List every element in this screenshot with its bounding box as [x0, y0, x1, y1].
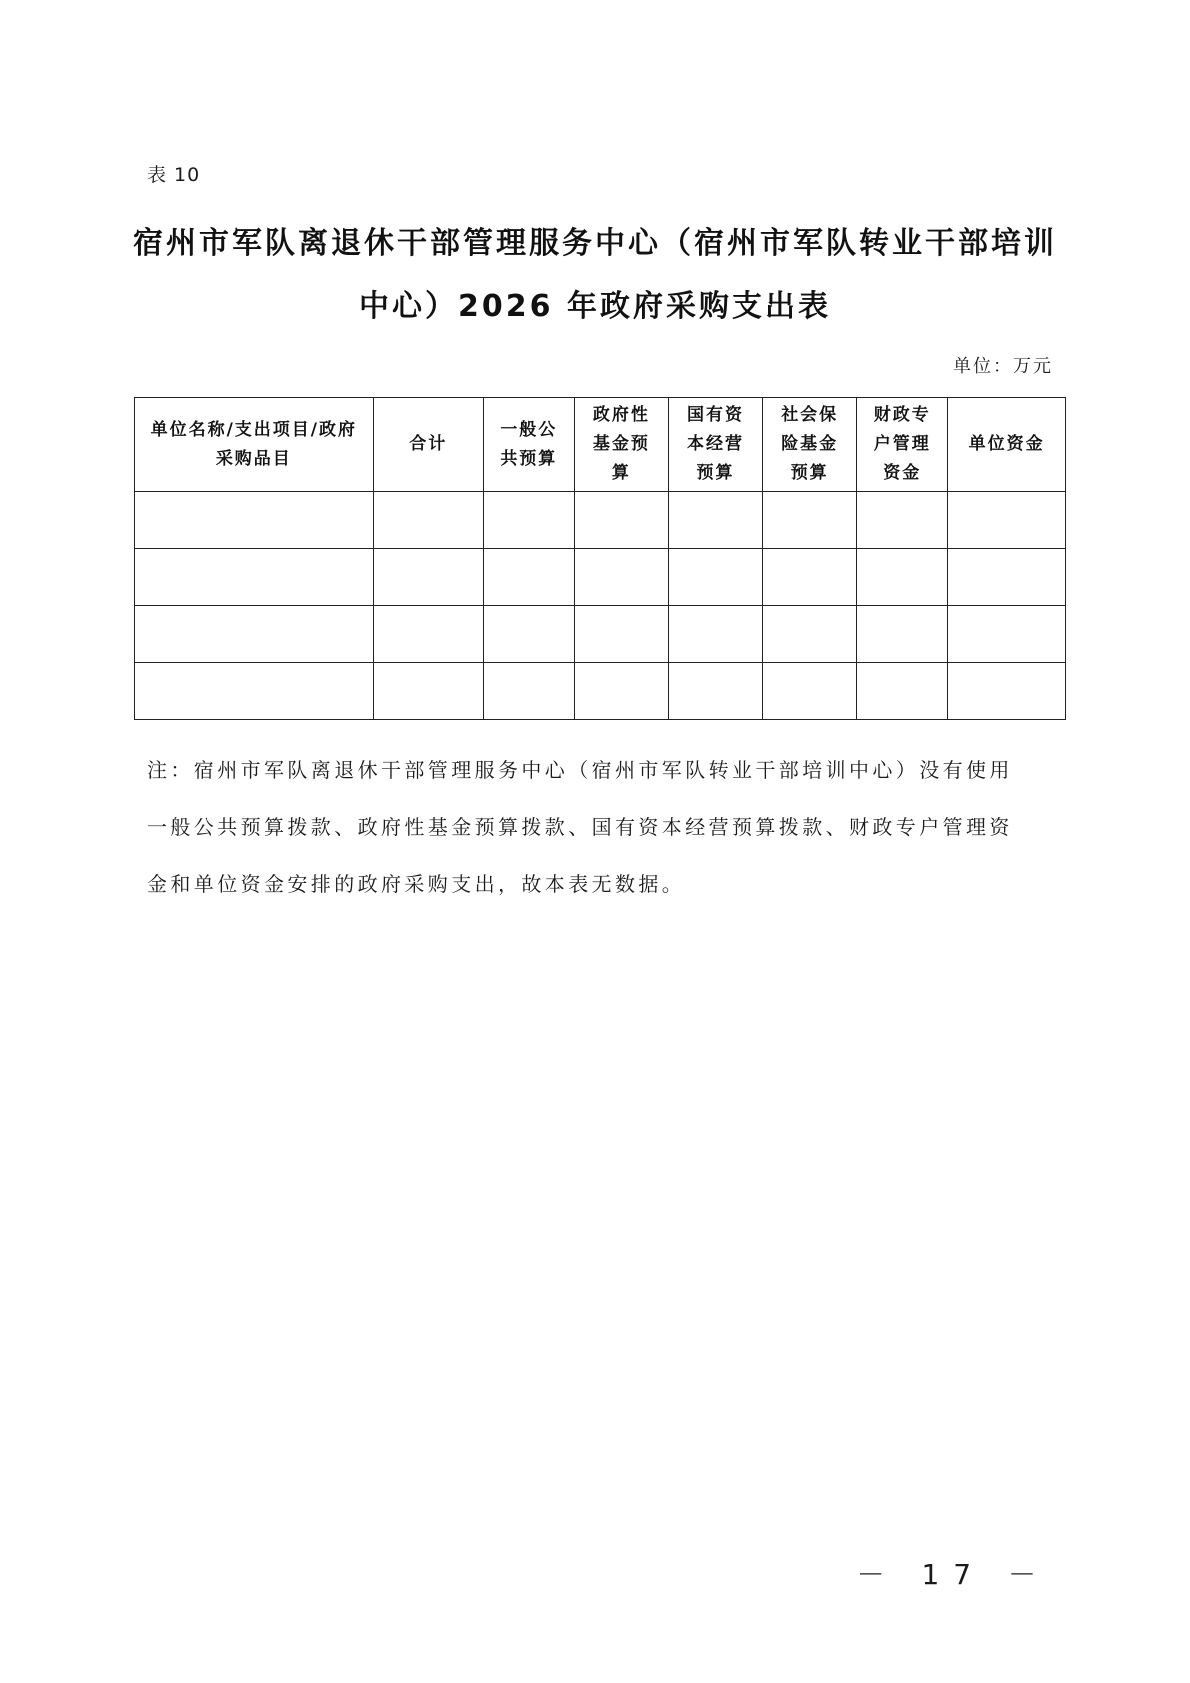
- unit-label: 单位：万元: [953, 356, 1053, 377]
- table-row: [135, 549, 1066, 606]
- table-cell: [763, 606, 857, 663]
- table-cell: [373, 549, 483, 606]
- table-header-row: [135, 398, 1066, 492]
- header-total: 合计: [373, 398, 483, 492]
- header-unit-name: 单位名称/支出项目/政府 采购品目: [135, 398, 374, 492]
- table-cell: [857, 549, 948, 606]
- table-row: [135, 492, 1066, 549]
- header-government-fund-budget: 政府性 基金预 算: [574, 398, 668, 492]
- table-cell: [948, 492, 1066, 549]
- document-title-line-1: 宿州市军队离退休干部管理服务中心（宿州市军队转业干部培训: [133, 226, 1057, 261]
- table-cell: [483, 549, 574, 606]
- table-cell: [948, 663, 1066, 720]
- table-cell: [135, 549, 374, 606]
- page-number: － 17 －: [856, 1558, 1050, 1591]
- header-unit-funds: 单位资金: [948, 398, 1066, 492]
- table-cell: [668, 549, 762, 606]
- table-cell: [948, 549, 1066, 606]
- table-cell: [668, 606, 762, 663]
- table-row: [135, 606, 1066, 663]
- table-note: [147, 742, 1047, 913]
- document-title-line-2: 中心）2026 年政府采购支出表: [359, 289, 831, 324]
- header-general-public-budget: 一般公 共预算: [483, 398, 574, 492]
- header-social-insurance-fund-budget: 社会保 险基金 预算: [763, 398, 857, 492]
- table-cell: [574, 549, 668, 606]
- table-cell: [483, 492, 574, 549]
- procurement-expenditure-table: [134, 397, 1066, 720]
- table-cell: [763, 663, 857, 720]
- table-cell: [483, 606, 574, 663]
- table-row: [135, 663, 1066, 720]
- table-cell: [373, 663, 483, 720]
- table-cell: [574, 492, 668, 549]
- table-cell: [135, 606, 374, 663]
- table-cell: [857, 663, 948, 720]
- table-cell: [135, 492, 374, 549]
- table-cell: [135, 663, 374, 720]
- table-cell: [373, 606, 483, 663]
- note-line: 注：宿州市军队离退休干部管理服务中心（宿州市军队转业干部培训中心）没有使用: [147, 758, 1013, 782]
- header-fiscal-special-account-funds: 财政专 户管理 资金: [857, 398, 948, 492]
- table-cell: [857, 492, 948, 549]
- table-cell: [668, 663, 762, 720]
- note-line: 金和单位资金安排的政府采购支出，故本表无数据。: [147, 872, 686, 896]
- table-cell: [763, 492, 857, 549]
- table-cell: [857, 606, 948, 663]
- table-cell: [483, 663, 574, 720]
- table-cell: [948, 606, 1066, 663]
- table-cell: [668, 492, 762, 549]
- table-cell: [763, 549, 857, 606]
- table-cell: [373, 492, 483, 549]
- table-cell: [574, 606, 668, 663]
- note-line: 一般公共预算拨款、政府性基金预算拨款、国有资本经营预算拨款、财政专户管理资: [147, 815, 1013, 839]
- table-cell: [574, 663, 668, 720]
- header-state-capital-budget: 国有资 本经营 预算: [668, 398, 762, 492]
- table-label: 表 10: [147, 164, 201, 186]
